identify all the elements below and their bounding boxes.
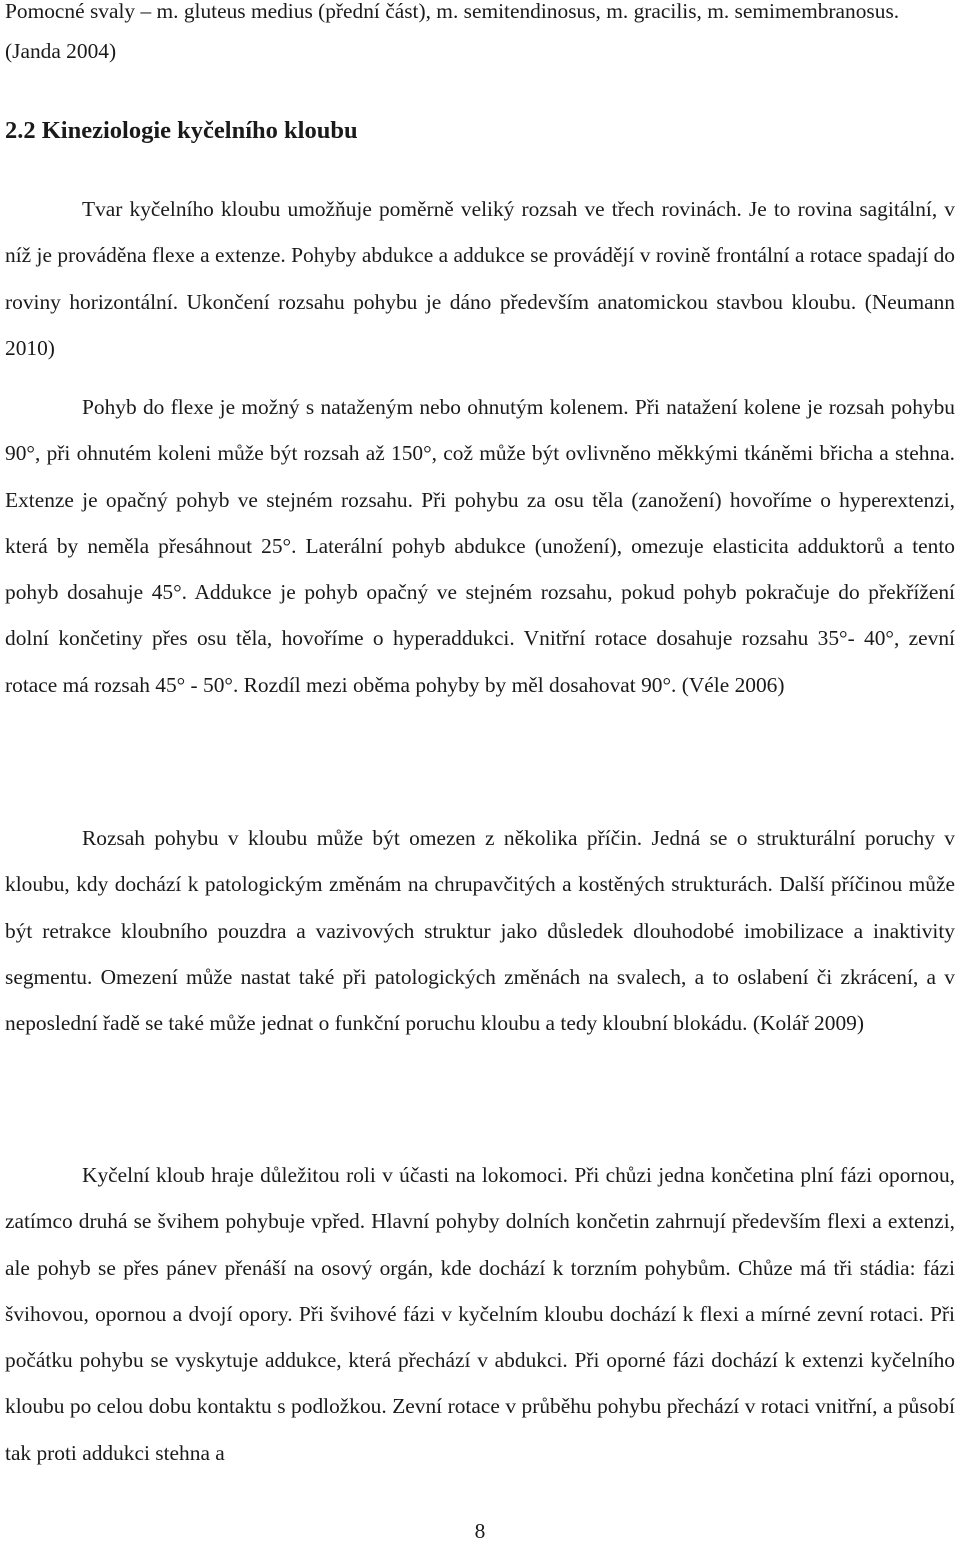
paragraph-1-text: Tvar kyčelního kloubu umožňuje poměrně veliký rozsah ve třech rovinách. Je to rovina sagitální, v níž je prováděna flexe a extenze. Pohyby abdukce a addukce se provádějí v rovině frontální a rotace spadají do roviny horizontální. Ukončení rozsahu pohybu je dáno především anatomickou stavbou kloubu. (Neumann 2010): [5, 197, 955, 360]
intro-text: Pomocné svaly – m. gluteus medius (přední část), m. semitendinosus, m. gracilis, m. semimembranosus. (Janda 2004): [5, 0, 900, 63]
paragraph-4-text: Kyčelní kloub hraje důležitou roli v účasti na lokomoci. Při chůzi jedna končetina plní fázi opornou, zatímco druhá se švihem pohybuje vpřed. Hlavní pohyby dolních končetin zahrnují především flexi a extenzi, ale pohyb se přes pánev přenáší na osový orgán, kde dochází k torzním pohybům. Chůze má tři stádia: fázi švihovou, opornou a dvojí opory. Při švihové fázi v kyčelním kloubu dochází k flexi a mírné zevní rotaci. Při počátku pohybu se vyskytuje addukce, která přechází v abdukci. Při oporné fázi dochází k extenzi kyčelního kloubu po celou dobu kontaktu s podložkou. Zevní rotace v průběhu pohybu přechází v rotaci vnitřní, a působí tak proti addukci stehna a: [5, 1163, 955, 1465]
paragraph-4: [5, 1152, 955, 1476]
paragraph-2: [5, 384, 955, 708]
page-number: 8: [474, 1519, 486, 1543]
paragraph-2-text: Pohyb do flexe je možný s nataženým nebo ohnutým kolenem. Při natažení kolene je rozsah pohybu 90°, při ohnutém koleni může být rozsah až 150°, což může být ovlivněno měkkými tkáněmi břicha a stehna. Extenze je opačný pohyb ve stejném rozsahu. Při pohybu za osu těla (zanožení) hovoříme o hyperextenzi, která by neměla přesáhnout 25°. Laterální pohyb abdukce (unožení), omezuje elasticita adduktorů a tento pohyb dosahuje 45°. Addukce je pohyb opačný ve stejném rozsahu, pokud pohyb pokračuje do překřížení dolní končetiny přes osu těla, hovoříme o hyperaddukci. Vnitřní rotace dosahuje rozsahu 35°- 40°, zevní rotace má rozsah 45° - 50°. Rozdíl mezi oběma pohyby by měl dosahovat 90°. (Véle 2006): [5, 395, 955, 697]
paragraph-1: [5, 186, 955, 371]
section-heading: 2.2 Kineziologie kyčelního kloubu: [5, 117, 358, 144]
intro-paragraph: [5, 0, 955, 71]
paragraph-3: [5, 815, 955, 1046]
paragraph-3-text: Rozsah pohybu v kloubu může být omezen z několika příčin. Jedná se o strukturální poruchy v kloubu, kdy dochází k patologickým změnám na chrupavčitých a kostěných strukturách. Další příčinou může být retrakce kloubního pouzdra a vazivových struktur jako důsledek dlouhodobé imobilizace a inaktivity segmentu. Omezení může nastat také při patologických změnách na svalech, a to oslabení či zkrácení, a v neposlední řadě se také může jednat o funkční poruchu kloubu a tedy kloubní blokádu. (Kolář 2009): [5, 826, 955, 1036]
